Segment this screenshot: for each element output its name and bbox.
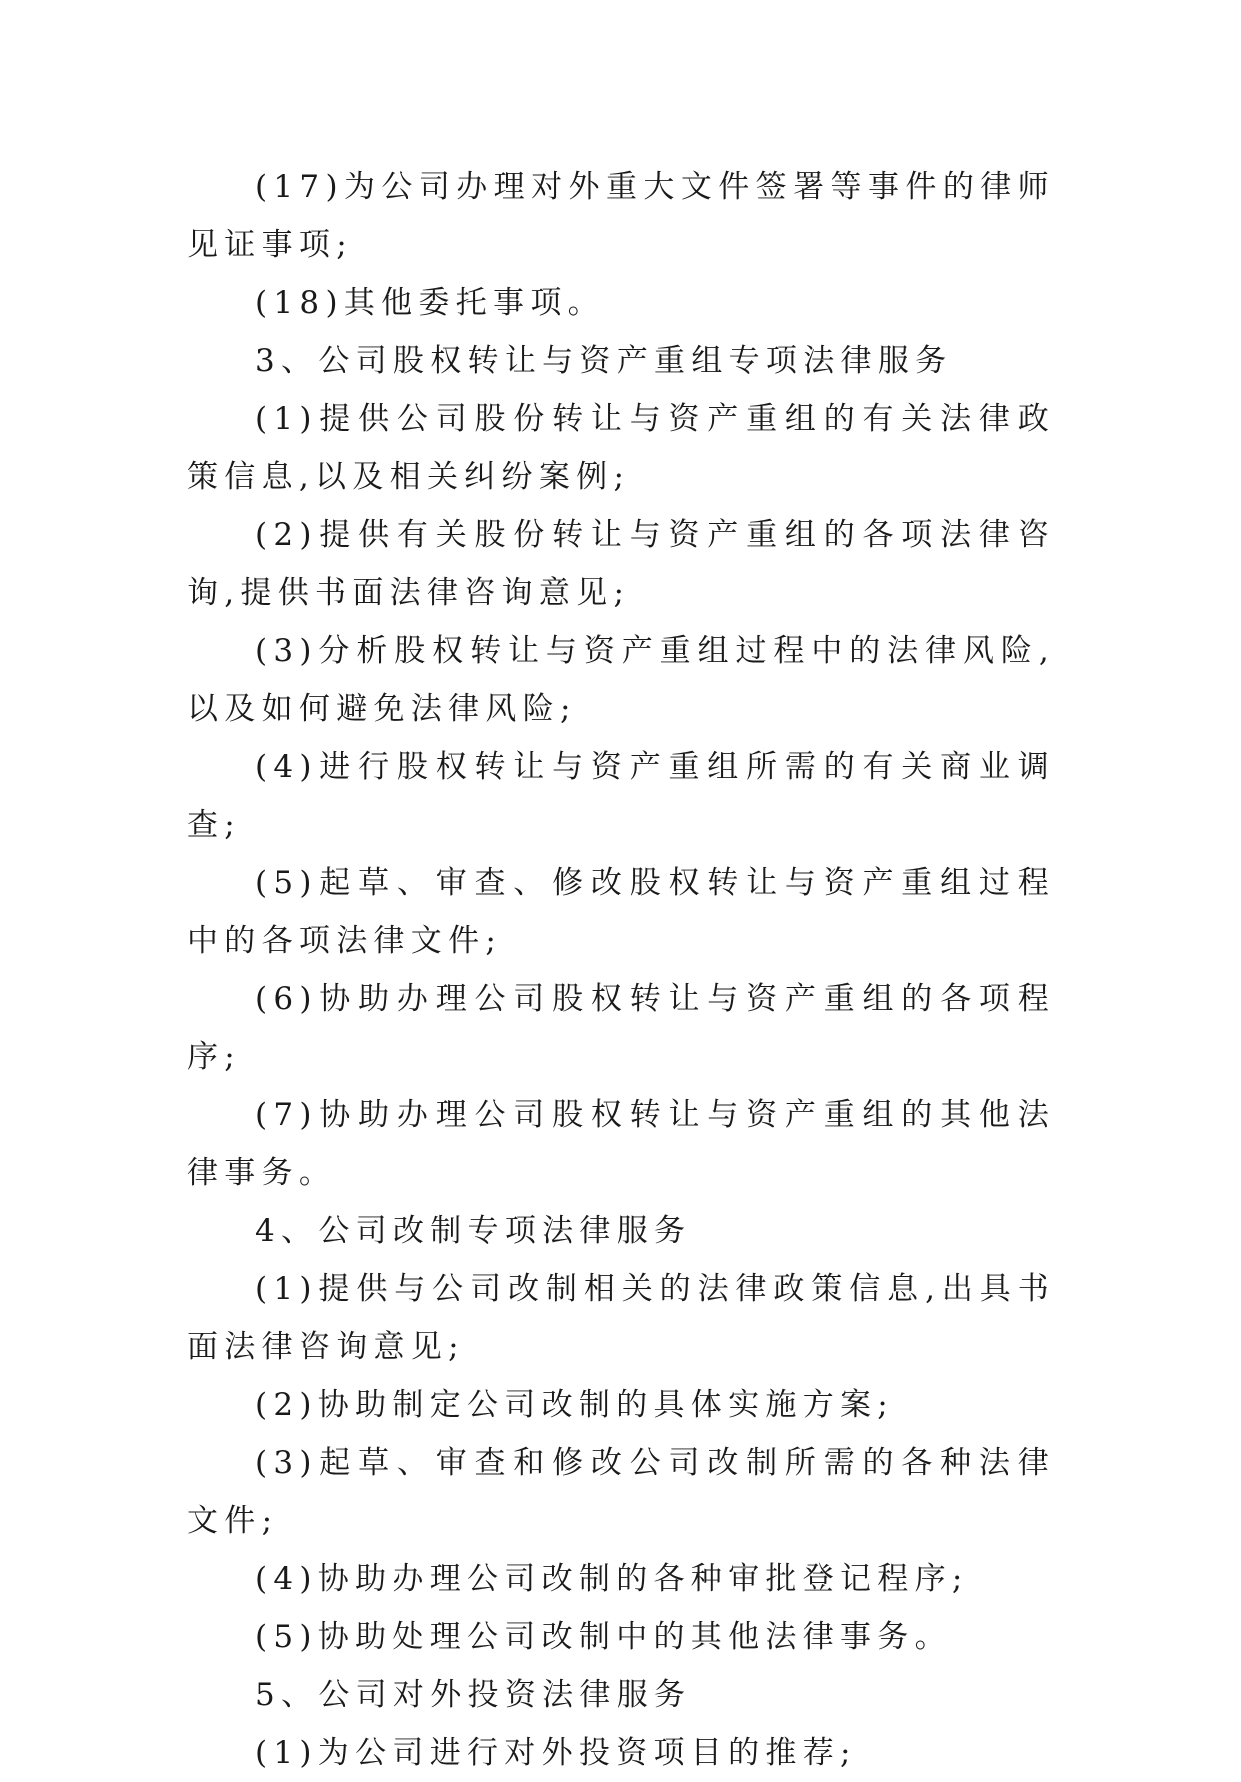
paragraph-item-17: (17)为公司办理对外重大文件签署等事件的律师见证事项; [187,169,1055,263]
paragraph-item-18: (18)其他委托事项。 [255,285,605,321]
paragraph-item: (1)为公司进行对外投资项目的推荐; [255,1735,857,1771]
paragraph-item: (4)协助办理公司改制的各种审批登记程序; [255,1561,969,1597]
paragraph-item: (3)分析股权转让与资产重组过程中的法律风险,以及如何避免法律风险; [187,633,1055,727]
paragraph-item: (3)起草、审查和修改公司改制所需的各种法律文件; [187,1445,1055,1539]
paragraph-item: (4)进行股权转让与资产重组所需的有关商业调查; [187,749,1055,843]
paragraph-item: (5)协助处理公司改制中的其他法律事务。 [255,1619,952,1655]
paragraph-item: (2)提供有关股份转让与资产重组的各项法律咨询,提供书面法律咨询意见; [187,517,1055,611]
section-heading-5: 5、公司对外投资法律服务 [255,1677,692,1713]
section-heading-3: 3、公司股权转让与资产重组专项法律服务 [255,343,953,379]
paragraph-item: (2)协助制定公司改制的具体实施方案; [255,1387,895,1423]
section-heading-4: 4、公司改制专项法律服务 [255,1213,692,1249]
paragraph-item: (5)起草、审查、修改股权转让与资产重组过程中的各项法律文件; [187,865,1055,959]
paragraph-item: (7)协助办理公司股权转让与资产重组的其他法律事务。 [187,1097,1055,1191]
paragraph-item: (1)提供公司股份转让与资产重组的有关法律政策信息,以及相关纠纷案例; [187,401,1055,495]
paragraph-item: (1)提供与公司改制相关的法律政策信息,出具书面法律咨询意见; [187,1271,1055,1365]
paragraph-item: (6)协助办理公司股权转让与资产重组的各项程序; [187,981,1055,1075]
document-body [187,158,1055,1782]
